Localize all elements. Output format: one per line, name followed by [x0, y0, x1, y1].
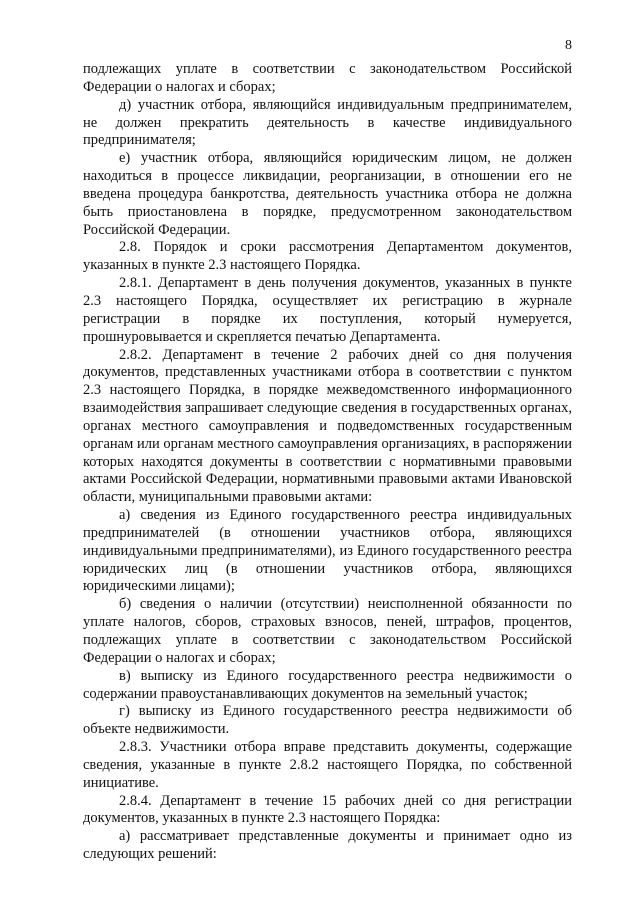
paragraph-section-2-8-1: 2.8.1. Департамент в день получения документов, указанных в пункте 2.3 настоящего Порядка, осуществляет их регистрацию в журнале регистрации в порядке их поступления, который нумеруется, прошнуровывается и скрепляется печатью Департамента. [83, 275, 572, 345]
document-body [83, 61, 572, 864]
paragraph-item-a-decision: а) рассматривает представленные документы и принимает одно из следующих решений: [83, 828, 572, 863]
paragraph-item-b: б) сведения о наличии (отсутствии) неисполненной обязанности по уплате налогов, сборов, страховых взносов, пеней, штрафов, процентов, подлежащих уплате в соответствии с законодательством Российской Федерации о налогах и сборах; [83, 596, 572, 666]
paragraph-item-e: е) участник отбора, являющийся юридическим лицом, не должен находиться в процессе ликвидации, реорганизации, в отношении его не введена процедура банкротства, деятельность участника отбора не должна быть приостановлена в порядке, предусмотренном законодательством Российской Федерации. [83, 150, 572, 238]
paragraph-section-2-8: 2.8. Порядок и сроки рассмотрения Департаментом документов, указанных в пункте 2.3 настоящего Порядка. [83, 239, 572, 274]
paragraph-item-d: д) участник отбора, являющийся индивидуальным предпринимателем, не должен прекратить деятельность в качестве индивидуального предпринимателя; [83, 96, 572, 149]
page-number: 8 [565, 38, 572, 53]
paragraph-item-a: а) сведения из Единого государственного реестра индивидуальных предпринимателей (в отношении участников отбора, являющихся индивидуальными предпринимателями), из Единого государственного реестра юридических лиц (в отношении участников отбора, являющихся юридическими лицами); [83, 507, 572, 595]
paragraph-section-2-8-4: 2.8.4. Департамент в течение 15 рабочих дней со дня регистрации документов, указанных в пункте 2.3 настоящего Порядка: [83, 792, 572, 827]
paragraph-section-2-8-2: 2.8.2. Департамент в течение 2 рабочих дней со дня получения документов, представленных участниками отбора в соответствии с пунктом 2.3 настоящего Порядка, в порядке межведомственного информационного взаимодействия запрашивает следующие сведения в государственных органах, органах местного самоуправления и подведомственных государственным органам или органам местного самоуправления организациях, в распоряжении которых находятся документы в соответствии с нормативными правовыми актами Российской Федерации, нормативными правовыми актами Ивановской области, муниципальными правовыми актами: [83, 346, 572, 506]
paragraph-item-v: в) выписку из Единого государственного реестра недвижимости о содержании правоустанавливающих документов на земельный участок; [83, 667, 572, 702]
paragraph-item-g: г) выписку из Единого государственного реестра недвижимости об объекте недвижимости. [83, 703, 572, 738]
paragraph-continuation: подлежащих уплате в соответствии с законодательством Российской Федерации о налогах и сборах; [83, 61, 572, 95]
paragraph-section-2-8-3: 2.8.3. Участники отбора вправе представить документы, содержащие сведения, указанные в пункте 2.8.2 настоящего Порядка, по собственной инициативе. [83, 739, 572, 791]
